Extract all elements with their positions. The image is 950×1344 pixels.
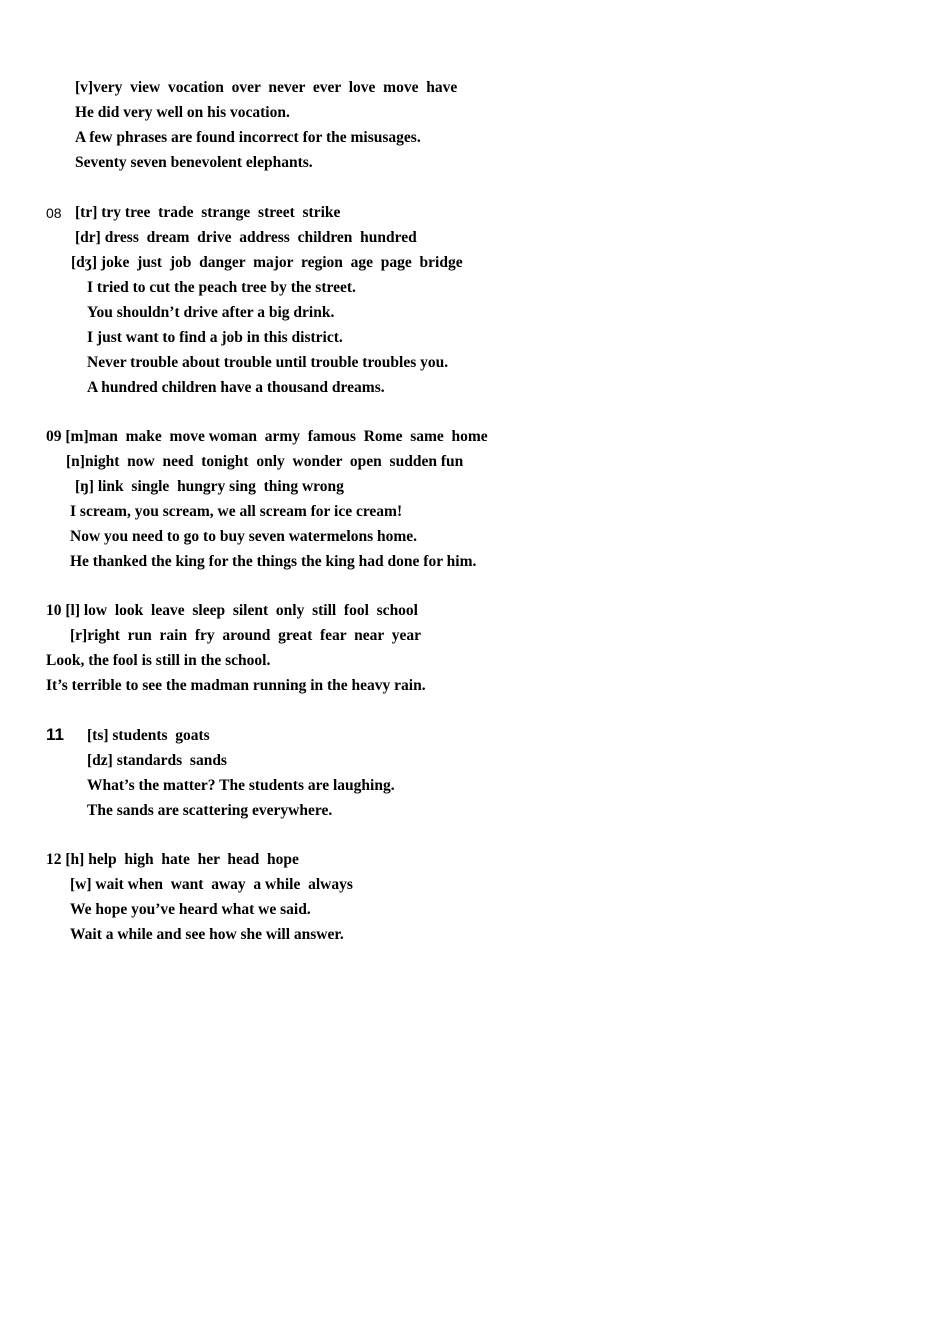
phonics-line-l: 10 [l] low look leave sleep silent only still fool school: [46, 602, 418, 619]
example-sentence: You shouldn’t drive after a big drink.: [87, 304, 335, 321]
phonics-line-dz: [dz] standards sands: [87, 752, 227, 769]
phonics-line-ts: [ts] students goats: [87, 727, 210, 744]
example-sentence: Wait a while and see how she will answer.: [70, 926, 344, 943]
phonics-line-w: [w] wait when want away a while always: [70, 876, 353, 893]
phonics-line-h: 12 [h] help high hate her head hope: [46, 851, 299, 868]
phonics-line-n: [n]night now need tonight only wonder open sudden fun: [66, 453, 464, 470]
phonics-line-dr: [dr] dress dream drive address children hundred: [75, 229, 417, 246]
example-sentence: He thanked the king for the things the king had done for him.: [70, 553, 477, 570]
phonics-line-tr: [tr] try tree trade strange street strike: [75, 204, 341, 221]
example-sentence: It’s terrible to see the madman running in the heavy rain.: [46, 677, 426, 694]
example-sentence: I scream, you scream, we all scream for ice cream!: [70, 503, 403, 520]
example-sentence: A hundred children have a thousand dreams.: [87, 379, 385, 396]
phonics-line-dz: [dʒ] joke just job danger major region age page bridge: [71, 254, 463, 271]
example-sentence: Never trouble about trouble until trouble troubles you.: [87, 354, 449, 371]
example-sentence: We hope you’ve heard what we said.: [70, 901, 311, 918]
example-sentence: He did very well on his vocation.: [75, 104, 290, 121]
phonics-line-m: 09 [m]man make move woman army famous Rome same home: [46, 428, 488, 445]
section-number: 11: [46, 725, 64, 744]
example-sentence: What’s the matter? The students are laughing.: [87, 777, 395, 794]
section-number: 08: [46, 205, 62, 221]
example-sentence: I just want to find a job in this district.: [87, 329, 343, 346]
example-sentence: Look, the fool is still in the school.: [46, 652, 271, 669]
example-sentence: Seventy seven benevolent elephants.: [75, 154, 313, 171]
phonics-line-v: [v]very view vocation over never ever love move have: [75, 79, 458, 96]
example-sentence: Now you need to go to buy seven watermelons home.: [70, 528, 418, 545]
example-sentence: I tried to cut the peach tree by the street.: [87, 279, 356, 296]
example-sentence: A few phrases are found incorrect for the misusages.: [75, 129, 421, 146]
phonics-line-ng: [ŋ] link single hungry sing thing wrong: [75, 478, 344, 495]
phonics-line-r: [r]right run rain fry around great fear near year: [70, 627, 421, 644]
example-sentence: The sands are scattering everywhere.: [87, 802, 333, 819]
